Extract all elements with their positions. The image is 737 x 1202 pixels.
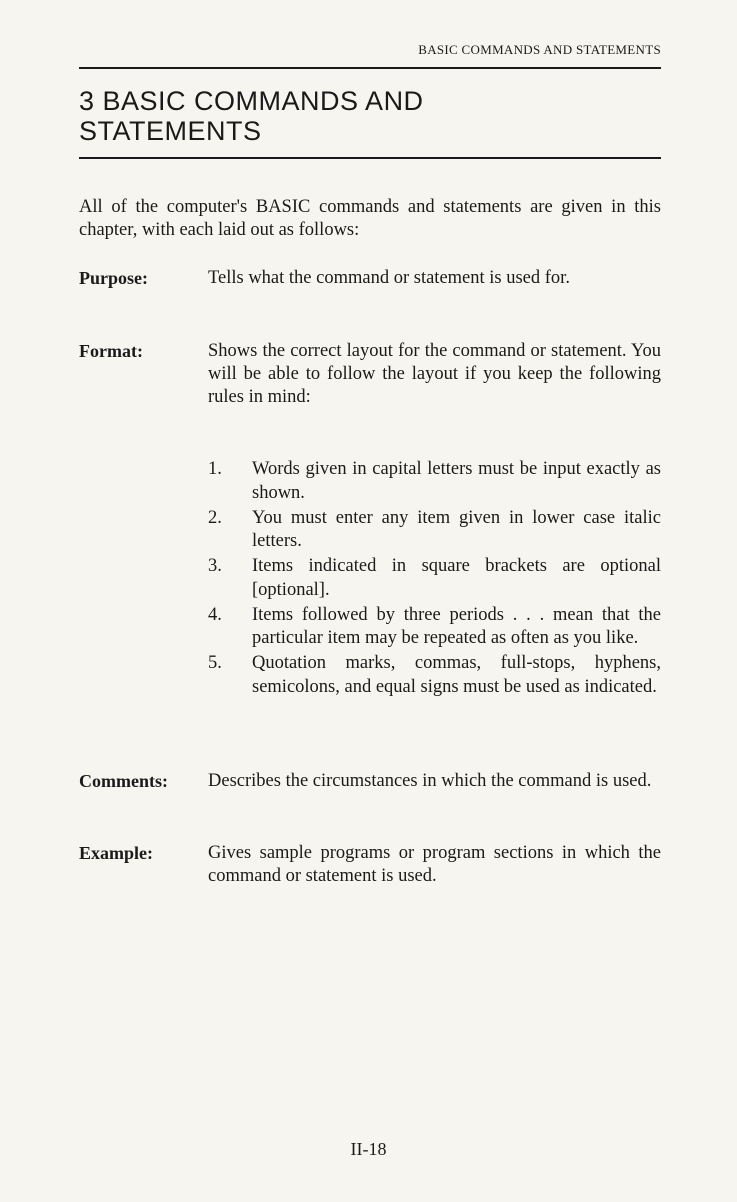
list-item — [208, 507, 661, 554]
entry-description: Describes the circumstances in which the command is used. — [208, 771, 652, 791]
list-item — [208, 555, 661, 602]
chapter-title-line-1: 3 BASIC COMMANDS AND — [79, 86, 424, 116]
page-number: II-18 — [350, 1139, 387, 1159]
list-number: 5. — [208, 653, 222, 673]
list-number: 3. — [208, 556, 222, 576]
list-item — [208, 604, 661, 651]
entry-description: Gives sample programs or program sections in which the command or statement is used. — [208, 843, 661, 886]
chapter-title-line-2: STATEMENTS — [79, 116, 262, 146]
intro-paragraph: All of the computer's BASIC commands and statements are given in this chapter, with each laid out as follows: — [79, 197, 661, 240]
entry-term: Format: — [79, 341, 143, 361]
list-number: 4. — [208, 604, 222, 625]
format-rules-list — [208, 458, 661, 701]
bottom-rule — [79, 157, 661, 159]
entry-description: Shows the correct layout for the command or statement. You will be able to follow the layout if you keep the following rules in mind: — [208, 341, 661, 407]
list-text: Items indicated in square brackets are optional [optional]. — [252, 556, 661, 600]
list-text: Words given in capital letters must be input exactly as shown. — [252, 459, 661, 503]
entry-term: Example: — [79, 843, 153, 863]
list-number: 2. — [208, 507, 222, 528]
list-text: Items followed by three periods . . . mean that the particular item may be repeated as often as you like. — [252, 604, 661, 648]
entry-term: Purpose: — [79, 268, 148, 288]
chapter-title — [79, 86, 661, 146]
top-rule — [79, 67, 661, 69]
entry-description: Tells what the command or statement is used for. — [208, 268, 570, 288]
list-text: You must enter any item given in lower case italic letters. — [252, 507, 661, 551]
entry-term: Comments: — [79, 771, 168, 791]
list-number: 1. — [208, 459, 222, 479]
running-head: BASIC COMMANDS AND STATEMENTS — [418, 42, 661, 57]
list-item — [208, 652, 661, 699]
list-text: Quotation marks, commas, full-stops, hyphens, semicolons, and equal signs must be used as indicated. — [252, 653, 661, 697]
list-item — [208, 458, 661, 505]
